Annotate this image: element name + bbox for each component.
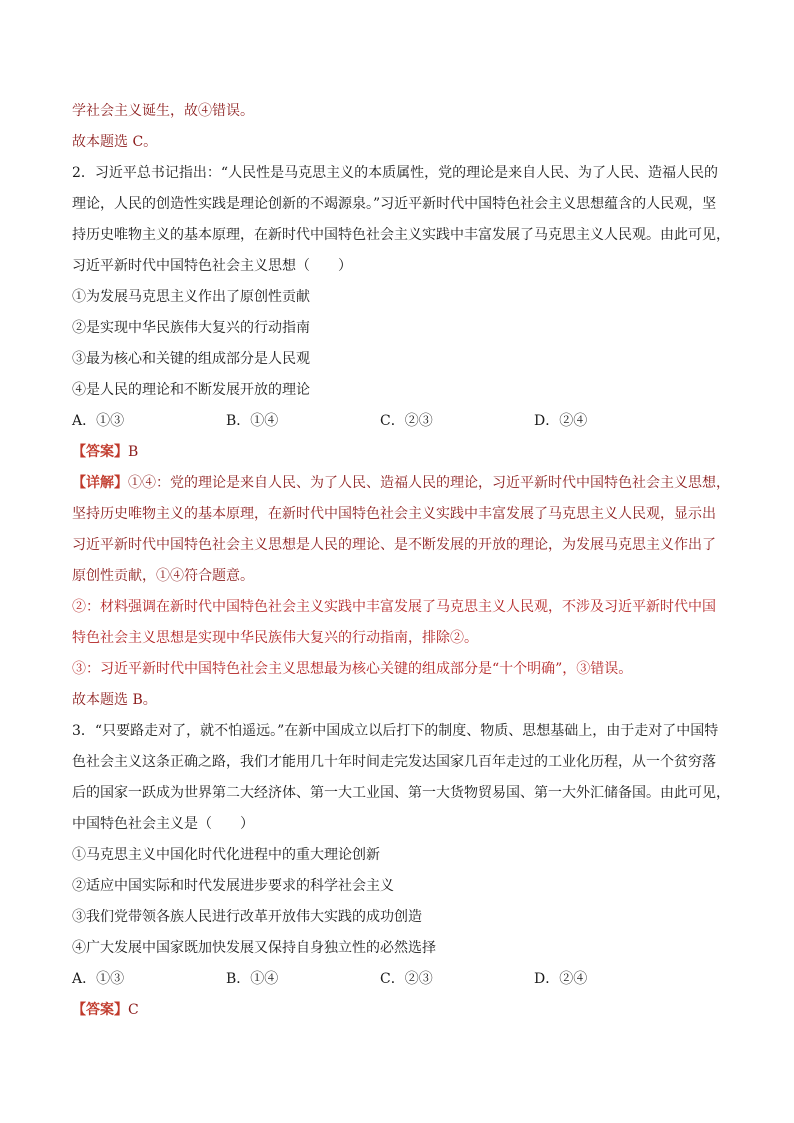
q2-statement: ③最为核心和关键的组成部分是人民观 — [72, 351, 310, 367]
q2-stem-line: 2．习近平总书记指出：“人民性是马克思主义的本质属性，党的理论是来自人民、为了人民、造福人民的 — [72, 165, 719, 181]
q2-statement: ①为发展马克思主义作出了原创性贡献 — [72, 289, 310, 305]
answer-tag: 【答案】 — [72, 444, 128, 460]
detail-tag: 【详解】 — [72, 475, 128, 491]
q1-explanation-tail: 学社会主义诞生，故④错误。 — [72, 103, 254, 119]
q3-statement: ②适应中国实际和时代发展进步要求的科学社会主义 — [72, 878, 394, 894]
q2-detail-red-line: 特色社会主义思想是实现中华民族伟大复兴的行动指南，排除②。 — [72, 630, 478, 646]
q3-options — [72, 964, 722, 995]
q2-conclusion: 故本题选 B。 — [72, 692, 157, 708]
q2-detail-line: 原创性贡献，①④符合题意。 — [72, 568, 254, 584]
q2-statement: ④是人民的理论和不断发展开放的理论 — [72, 382, 310, 398]
q2-stem-line: 理论，人民的创造性实践是理论创新的不竭源泉。”习近平新时代中国特色社会主义思想蕴含的人民观，坚 — [72, 196, 717, 212]
q1-conclusion: 故本题选 C。 — [72, 134, 158, 150]
q3-statement: ③我们党带领各族人民进行改革开放伟大实践的成功创造 — [72, 909, 422, 925]
answer-value: B — [128, 444, 139, 460]
q3-option-d: D．②④ — [534, 971, 588, 987]
q3-option-b: B．①④ — [226, 971, 279, 987]
q2-stem-line: 持历史唯物主义的基本原理，在新时代中国特色社会主义实践中丰富发展了马克思主义人民观。由此可见， — [72, 227, 730, 243]
q3-statement: ④广大发展中国家既加快发展又保持自身独立性的必然选择 — [72, 940, 436, 956]
q2-option-c: C．②③ — [380, 413, 433, 429]
q2-stem-line: 习近平新时代中国特色社会主义思想（ ） — [72, 258, 352, 274]
q2-detail-red-line: ③：习近平新时代中国特色社会主义思想最为核心关键的组成部分是“十个明确”，③错误。 — [72, 661, 633, 677]
q3-option-c: C．②③ — [380, 971, 433, 987]
question-2 — [72, 158, 730, 716]
answer-tag: 【答案】 — [72, 1002, 128, 1018]
detail-text: ①④：党的理论是来自人民、为了人民、造福人民的理论，习近平新时代中国特色社会主义思想， — [128, 475, 730, 491]
q3-answer — [72, 995, 722, 1026]
q2-option-b: B．①④ — [226, 413, 279, 429]
q2-detail-line — [72, 468, 730, 499]
q3-stem-line: 色社会主义这条正确之路，我们才能用几十年时间走完发达国家几百年走过的工业化历程，从一个贫穷落 — [72, 754, 716, 770]
q3-statement: ①马克思主义中国化时代化进程中的重大理论创新 — [72, 847, 380, 863]
q3-stem-line: 3．“只要路走对了，就不怕遥远。”在新中国成立以后打下的制度、物质、思想基础上，由于走对了中国特 — [72, 723, 719, 739]
document-page — [72, 96, 730, 1026]
q2-detail-line: 习近平新时代中国特色社会主义思想是人民的理论、是不断发展的开放的理论，为发展马克思主义作出了 — [72, 537, 716, 553]
q2-detail-red-line: ②：材料强调在新时代中国特色社会主义实践中丰富发展了马克思主义人民观，不涉及习近平新时代中国 — [72, 599, 716, 615]
q2-option-a: A．①③ — [72, 413, 125, 429]
q2-answer — [72, 437, 722, 468]
q2-statement: ②是实现中华民族伟大复兴的行动指南 — [72, 320, 310, 336]
question-3 — [72, 716, 730, 1026]
answer-value: C — [128, 1002, 139, 1018]
q2-option-d: D．②④ — [534, 413, 588, 429]
q2-detail-line: 坚持历史唯物主义的基本原理，在新时代中国特色社会主义实践中丰富发展了马克思主义人民观，显示出 — [72, 506, 716, 522]
q3-stem-line: 中国特色社会主义是（ ） — [72, 816, 254, 832]
q3-stem-line: 后的国家一跃成为世界第二大经济体、第一大工业国、第一大货物贸易国、第一大外汇储备国。由此可见， — [72, 785, 730, 801]
q2-options — [72, 406, 722, 437]
q3-option-a: A．①③ — [72, 971, 125, 987]
